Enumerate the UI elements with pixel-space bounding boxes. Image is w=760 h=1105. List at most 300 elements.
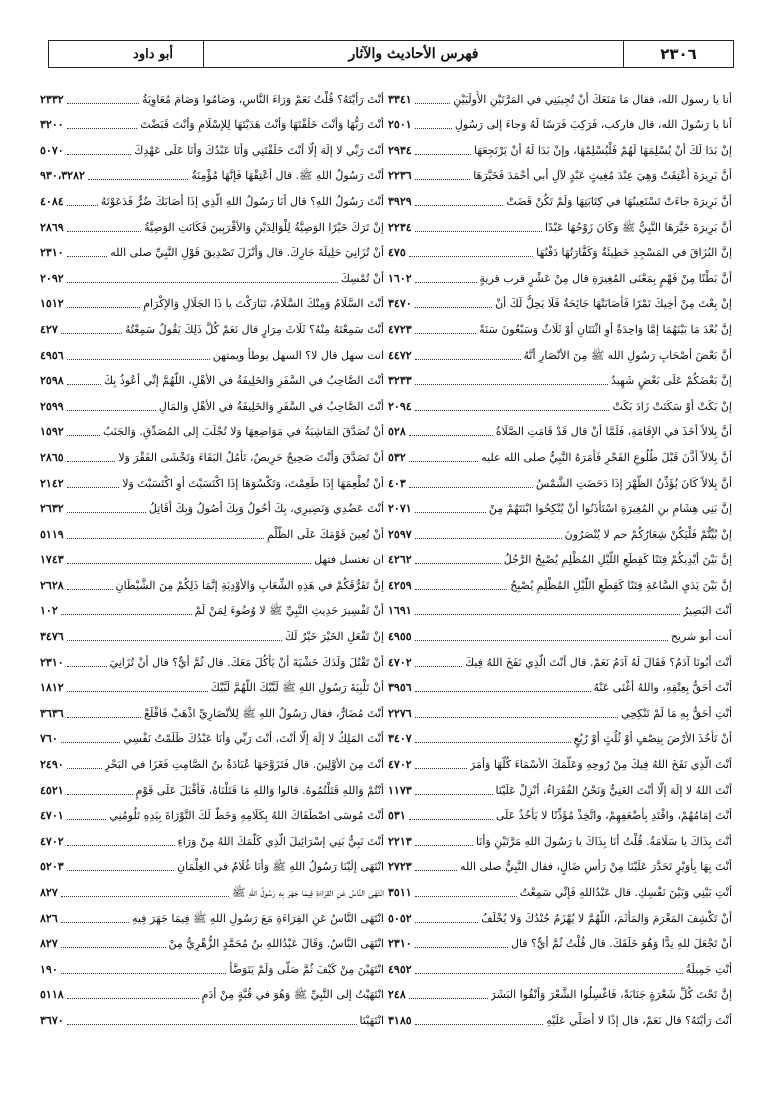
dot-leader	[415, 154, 471, 155]
hadith-number: ٤٠٣	[388, 476, 406, 490]
entry-text: أنَّ بِلالاً كَانَ يُؤَذِّنُ الظُّهْرَ إذَا دَحَضَتِ الشَّمْسُ	[535, 476, 732, 490]
hadith-number: ٢٢٧٦	[388, 706, 412, 720]
index-entry	[40, 109, 384, 135]
entry-text: أنْ تُطْعِمَهَا إذَا طَعِمْتَ، وَتَكْسُوَهَا إذَا اكْتَسَيْتَ أوِ اكْتَسَبْتَ وَلا	[122, 476, 384, 490]
hadith-number: ١٥٩٢	[40, 425, 64, 439]
hadith-number: ٤٩٥٢	[388, 962, 412, 976]
dot-leader	[67, 128, 137, 129]
hadith-number: ٢٥٩٧	[388, 527, 412, 541]
dot-leader	[61, 973, 227, 974]
index-entry	[388, 390, 732, 416]
dot-leader	[415, 742, 571, 743]
right-column	[388, 83, 732, 1030]
dot-leader	[67, 589, 113, 590]
hadith-number: ١٦٩١	[388, 604, 412, 618]
index-entry	[388, 467, 732, 493]
index-entry	[388, 800, 732, 826]
index-entry	[388, 697, 732, 723]
hadith-number: ٢٣٣٢	[40, 92, 64, 106]
entry-text: أنْ تَأْخُذَ الأرْضَ بِنِصْفٍ أوْ ثُلُثٍ أوْ رُبُعٍ	[573, 732, 732, 746]
dot-leader	[415, 1024, 544, 1025]
index-entry	[388, 288, 732, 314]
index-entry	[40, 134, 384, 160]
hadith-number: ٣٤٧٦	[40, 630, 64, 644]
entry-text: أنْتَ الصَّاحِبُ في السَّفَرِ وَالخَلِيفَةُ في الأهْلِ وَالمَالِ	[158, 399, 384, 413]
index-entry	[40, 851, 384, 877]
entry-text: إنَّ بَيْنَ أيْدِيكُمْ فِتَنًا كَقِطَعِ اللَّيْلِ المُظْلِمِ يُصْبِحُ الرَّجُلُ	[503, 553, 732, 567]
entry-text: أنْ تَصَدَّقَ وَأنْتَ صَحِيحٌ حَرِيصٌ، تَأْمُلُ البَقَاءَ وَتَخْشَى الفَقْرَ وَلا	[118, 450, 384, 464]
index-entry	[388, 441, 732, 467]
dot-leader	[67, 666, 107, 667]
index-entry	[388, 416, 732, 442]
entry-text: أنْتَ رَسُولُ اللهِ ﷺ. قال أعْتِقْهَا فَإنَّهَا مُؤْمِنَةٌ	[191, 169, 384, 183]
dot-leader	[67, 435, 100, 436]
index-entry	[40, 339, 384, 365]
hadith-number: ٢٠٩٢	[40, 271, 64, 285]
entry-text: ان تغتسل فتهل	[314, 553, 384, 567]
hadith-number: ٤٧٢٣	[388, 322, 412, 336]
entry-text: أنْتِ أحَقُّ بِهِ مَا لَمْ تَنْكِحِي	[620, 706, 732, 720]
hadith-number: ٢٧٢٣	[388, 860, 412, 874]
index-entry	[40, 185, 384, 211]
dot-leader	[88, 179, 188, 180]
dot-leader	[67, 461, 116, 462]
entry-text: أنَّ بَعْضَ أصْحَابِ رَسُولِ الله ﷺ مِنَ الأنْصَارِ أنَّهُ	[523, 348, 732, 362]
index-entry	[388, 902, 732, 928]
entry-text: أنْتَ مُضَارٌّ، فقال رَسُولُ اللهِ ﷺ لِلأنْصَارِيِّ اذْهَبْ فَاقْلَعْ	[144, 706, 384, 720]
dot-leader	[415, 512, 486, 513]
entry-text: أنَّ بِلالاً أخَذَ في الإقَامَةِ، فَلَمَّا أنْ قال قَدْ قَامَتِ الصَّلَاةُ	[495, 425, 732, 439]
hadith-number: ٢٥٩٨	[40, 374, 64, 388]
entry-text: انت سهل قال لا؟ السهل يوطأ ويمتهن	[212, 348, 384, 362]
dot-leader	[409, 256, 533, 257]
dot-leader	[67, 487, 120, 488]
hadith-number: ٢٠٩٤	[388, 399, 412, 413]
hadith-number: ١٦٠٢	[388, 271, 412, 285]
index-entry	[388, 365, 732, 391]
index-entry	[388, 109, 732, 135]
dot-leader	[415, 794, 493, 795]
entry-text: أنْ تُعِينَ قَوْمَكَ عَلَى الظُّلْمِ	[266, 527, 384, 541]
dot-leader	[67, 563, 311, 564]
dot-leader	[67, 231, 141, 232]
dot-leader	[61, 742, 121, 743]
entry-text: انْتَهَى النَّاسُ عَنِ القِرَاءَةِ فِيمَا جَهَرَ بِهِ رَسُولُ اللهِ ﷺ	[232, 886, 384, 899]
hadith-number: ٤٢٧	[40, 322, 58, 336]
entry-text: أنْ تُزَانِيَ حَلِيلَةَ جَارِكَ. قال وَأنْزَلَ تَصْدِيقَ قَوْلِ النَّبِيِّ صلى الله	[110, 246, 384, 260]
dot-leader	[415, 231, 542, 232]
hadith-number: ٨٢٧	[40, 937, 58, 951]
hadith-number: ٢٩٣٤	[388, 143, 412, 157]
entry-text: أنْ تُصَدَّقَ المَاشِيَةُ في مَوَاضِعِهَا وَلا تُجْلَبَ إلى المُصَدِّقِ. وَالجَنَبُ	[102, 425, 384, 439]
hadith-number: ٥١١٨	[40, 988, 64, 1002]
hadith-number: ٤٢٦٢	[388, 553, 412, 567]
hadith-number: ٤٩٥٥	[388, 630, 412, 644]
dot-leader	[61, 333, 122, 334]
hadith-number: ٣٩٢٩	[388, 194, 412, 208]
hadith-number: ٢٦٣٢	[40, 502, 64, 516]
index-entry	[40, 825, 384, 851]
index-entry	[40, 211, 384, 237]
dot-leader	[415, 384, 608, 385]
entry-text: إنَّ تَفَرُّقَكُمْ في هَذِهِ الشِّعَابِ وَالأوْدِيَةِ إنَّمَا ذَلِكُمْ مِنَ الشَّيْطَانِ	[115, 578, 384, 592]
dot-leader	[415, 768, 467, 769]
entry-text: إنْ بَدَا لَكَ أنْ يُسْلِمَهَا لَهُمْ فَلْيُسْلِمْهَا، وإنْ بَدَا لَهُ أنْ يَرْتَجِعَهَا	[473, 143, 732, 157]
entry-text: أنت أبو شريح	[670, 630, 732, 644]
dot-leader	[409, 487, 533, 488]
entry-text: أنْتَ رَبِّي لا إلَهَ إلَّا أنْتَ خَلَقْتَنِي وَأنَا عَبْدُكَ وَأنَا عَلَى عَهْدِكَ	[134, 143, 384, 157]
hadith-number: ٢٢١٣	[388, 834, 412, 848]
entry-text: انْتَهَيْتُ إلى النَّبِيِّ ﷺ وَهُوَ في قُبَّةٍ مِنْ أدَمٍ	[201, 988, 384, 1002]
hadith-number: ٤٧٠٢	[40, 834, 64, 848]
index-entry	[40, 697, 384, 723]
dot-leader	[67, 870, 174, 871]
hadith-number: ٣٣٤١	[388, 92, 412, 106]
dot-leader	[67, 691, 208, 692]
entry-text: أنْتَ إمَامُهُمْ، واقْتَدِ بِأضْعَفِهِمْ، واتَّخِذْ مُؤَذِّنًا لا يَأْخُذُ عَلَى	[495, 809, 732, 823]
dot-leader	[67, 205, 98, 206]
index-entry	[40, 876, 384, 902]
dot-leader	[415, 128, 452, 129]
page-number: ٢٣٠٦	[623, 41, 733, 67]
dot-leader	[409, 819, 493, 820]
entry-text: أنْ تُمْسِكَ	[340, 271, 384, 285]
entry-text: انْتَهَى إلَيْنَا رَسُولُ اللهِ ﷺ وَأنَا غُلَامٌ في الغِلْمَانِ	[177, 860, 384, 874]
index-entry	[388, 493, 732, 519]
dot-leader	[67, 998, 199, 999]
dot-leader	[415, 870, 457, 871]
entry-text: إنَّ بَعْضَكُمْ عَلَى بَعْضٍ شَهِيدٌ	[610, 374, 732, 388]
entry-text: أنْ تَقْتُلَ وَلَدَكَ خَشْيَةَ أنْ يَأْكُلَ مَعَكَ. قال ثُمَّ أيٌّ؟ قال أنْ تُزَانِيَ	[109, 655, 384, 669]
hadith-number: ٢٨٦٥	[40, 450, 64, 464]
hadith-number: ٣١٨٥	[388, 1013, 412, 1027]
hadith-number: ٥٢٠٣	[40, 860, 64, 874]
dot-leader	[67, 256, 108, 257]
index-entry	[388, 979, 732, 1005]
hadith-number: ٨٢٧	[40, 886, 58, 899]
hadith-number: ٣٤٧٠	[388, 297, 412, 311]
entry-text: أنَّ بَرِيرَةَ أُعْتِقَتْ وَهِيَ عِنْدَ مُغِيثٍ عَبْدٍ لآلِ أبي أحْمَدَ فَخَيَّرَهَا	[473, 169, 732, 183]
hadith-number: ٣٦٧٠	[40, 1013, 64, 1027]
dot-leader	[67, 103, 139, 104]
dot-leader	[415, 103, 451, 104]
dot-leader	[67, 359, 210, 360]
entry-text: أنَّ بَطْنًا مِنْ فَهْمٍ بِمَعْنَى المُغِيرَةِ قال مِنْ عَشْرٍ قرب قريةٍ	[479, 271, 732, 285]
dot-leader	[61, 922, 129, 923]
entry-text: أنْ تَكْشِفَ المَغْرَمَ وَالمَأْثَمَ، اللَّهُمَّ لا يُهْزَمُ جُنْدُكَ وَلا يُخْلَفُ	[481, 911, 732, 925]
hadith-number: ٥٣٢	[388, 450, 406, 464]
hadith-number: ٣٤٠٧	[388, 732, 412, 746]
index-entry	[40, 902, 384, 928]
index-entry	[388, 313, 732, 339]
dot-leader	[415, 179, 471, 180]
entry-text: أنْتَ أبُونَا آدَمُ؟ فَقَالَ لَهُ آدَمُ نَعَمْ. قال أنْتَ الَّذِي نَفَخَ اللهُ فِيكَ	[465, 655, 732, 669]
hadith-number: ٣٢٠٠	[40, 118, 64, 132]
entry-text: أنْ تَجْعَلَ للهِ نِدًّا وَهُوَ خَلَقَكَ. قال قُلْتُ ثُمَّ أيٌّ؟ قال	[510, 937, 732, 951]
dot-leader	[67, 794, 133, 795]
index-entry	[40, 313, 384, 339]
index-entry	[388, 774, 732, 800]
dot-leader	[409, 461, 478, 462]
entry-text: أنْتَ الَّذِي نَفَخَ اللهُ فِيكَ مِنْ رُوحِهِ وَعَلَّمَكَ الأسْمَاءَ كُلَّهَا وَأمَرَ	[470, 758, 732, 772]
dot-leader	[67, 640, 282, 641]
dot-leader	[409, 998, 488, 999]
dot-leader	[415, 563, 501, 564]
index-entry	[40, 774, 384, 800]
entry-text: أنْ تَفْسِيرَ حَدِيثِ النَّبِيِّ ﷺ لا وُضُوءَ لِمَنْ لَمْ	[194, 604, 384, 618]
dot-leader	[67, 410, 156, 411]
index-entry	[388, 83, 732, 109]
index-entry	[40, 748, 384, 774]
index-entry	[40, 288, 384, 314]
index-entry	[388, 748, 732, 774]
entry-text: أنْتَ أحَقُّ بِعِتْقِهِ، واللهُ أغْنَى عَنْهُ	[593, 681, 732, 695]
dot-leader	[67, 154, 132, 155]
entry-text: أنْتَ اللهُ لا إلَهَ إلَّا أنْتَ الغَنِيُّ وَنَحْنُ الفُقَرَاءُ، أنْزِلْ عَلَيْنَا	[495, 783, 732, 797]
entry-text: إنَّ البُزَاقَ في المَسْجِدِ خَطِيئَةٌ وَكَفَّارَتُهَا دَفْنُهَا	[536, 246, 732, 260]
dot-leader	[415, 359, 521, 360]
entry-text: إنَّ بُعْدَ مَا بَيْنَهُمَا إمَّا وَاحِدَةٌ أوِ اثْنَتَانِ أوْ ثَلَاثٌ وَسَبْعُونَ سَنَةً	[479, 322, 732, 336]
dot-leader	[67, 845, 175, 846]
entry-text: أنْتَ بِهَا بِأوَيْرٍ تَحَدَّرَ عَلَيْنَا مِنْ رَأسِ ضَالٍ، فقال النَّبِيُّ صلى الله	[460, 860, 732, 874]
hadith-number: ٤٩٥٦	[40, 348, 64, 362]
hadith-number: ٢٤٨	[388, 988, 406, 1002]
dot-leader	[415, 282, 477, 283]
hadith-number: ٣٦٣٦	[40, 706, 64, 720]
dot-leader	[61, 614, 192, 615]
hadith-number: ١١٧٣	[388, 783, 412, 797]
hadith-number: ٣٢٣٣	[388, 374, 412, 388]
hadith-number: ٥٠٧٠	[40, 143, 64, 157]
hadith-number: ١٥١٢	[40, 297, 64, 311]
hadith-number: ٢٠٧١	[388, 502, 412, 516]
dot-leader	[67, 717, 142, 718]
entry-text: أنْتَ السَّلَامُ وَمِنْكَ السَّلَامُ، تَبَارَكْتَ يا ذَا الجَلَالِ وَالإكْرَامِ	[143, 297, 384, 311]
dot-leader	[415, 589, 508, 590]
entry-text: أنْتَ مِنَ الأوَّلِينَ. قال فَتَزَوَّجَهَا عُبَادَةُ بنُ الصَّامِتِ فَغَزَا في البَحْرِ	[104, 758, 384, 772]
entry-text: أنْتَ رَأيْتَهُ؟ قُلْتُ نَعَمْ وَرَاءَ النَّاسِ، وَصَامُوا وَصَامَ مُعَاوِيَةُ	[142, 92, 384, 106]
index-entry	[40, 620, 384, 646]
index-entry	[40, 800, 384, 826]
dot-leader	[415, 307, 492, 308]
dot-leader	[415, 973, 683, 974]
entry-text: إنْ بَكَتْ أوْ سَكَتَتْ زَادَ بَكَتْ	[612, 399, 732, 413]
entry-text: أنْتَ عَضُدِي وَنَصِيرِي، بِكَ أحُولُ وَبِكَ أصُولُ وَبِكَ أُقَاتِلُ	[148, 502, 384, 516]
index-entry	[388, 953, 732, 979]
index-entry	[40, 672, 384, 698]
index-entry	[388, 876, 732, 902]
dot-leader	[415, 538, 562, 539]
dot-leader	[67, 819, 107, 820]
hadith-number: ٣٥١١	[388, 886, 412, 899]
entry-text: أنْتَ رَبُّهَا وَأنْتَ خَلَقْتَهَا وَأنْتَ هَدَيْتَهَا لِلإسْلَامِ وَأنْتَ قَبَضْتَ	[140, 118, 384, 132]
hadith-number: ٨٢٦	[40, 911, 58, 925]
index-entry	[40, 1004, 384, 1030]
entry-text: انْتَهَيْنَا	[359, 1013, 384, 1027]
index-entry	[388, 825, 732, 851]
page-header	[48, 40, 734, 68]
index-entry	[388, 672, 732, 698]
dot-leader	[415, 666, 462, 667]
entry-text: انْتَهَى النَّاسُ عَنِ القِرَاءَةِ مَعَ رَسُولِ اللهِ ﷺ فِيمَا جَهَرَ فِيهِ	[131, 911, 384, 925]
hadith-number: ٤٧٠١	[40, 809, 64, 823]
entry-text: أنْتَ بِذَاكَ يا سَلَامَةُ. قُلْتُ أنَا بِذَاكَ يا رَسُولَ اللهِ مَرَّتَيْنِ وَأنَا	[475, 834, 732, 848]
index-entry	[388, 851, 732, 877]
index-entry	[40, 953, 384, 979]
entry-text: أنَّ بِلالاً أذَّنَ قَبْلَ طُلُوعِ الفَجْرِ فَأمَرَهُ النَّبِيُّ صلى الله عليه	[481, 450, 732, 464]
left-column	[40, 83, 384, 1030]
entry-text: إنْ تَرَكَ خَيْرًا الوَصِيَّةُ لِلْوَالِدَيْنِ وَالأقْرَبِينَ فَكَانَتِ الوَصِيَّةُ	[144, 220, 384, 234]
dot-leader	[415, 333, 477, 334]
hadith-number: ٣٩٥٦	[388, 681, 412, 695]
hadith-number: ٢٥٠١	[388, 118, 412, 132]
dot-leader	[61, 947, 166, 948]
entry-text: أنْ تَلْبِيَةَ رَسُولِ اللهِ ﷺ لَبَّيْكَ اللَّهُمَّ لَبَّيْكَ	[210, 681, 384, 695]
entry-text: إنْ تَفْعَلِ الخَيْرَ خَيْرٌ لَكَ	[284, 630, 384, 644]
index-entry	[40, 467, 384, 493]
index-entry	[40, 518, 384, 544]
index-entry	[388, 646, 732, 672]
dot-leader	[67, 538, 264, 539]
index-title: فهرس الأحاديث والآثار	[203, 41, 623, 67]
index-entry	[388, 211, 732, 237]
index-entry	[40, 723, 384, 749]
hadith-number: ٥٢٨	[388, 425, 406, 439]
index-entry	[388, 1004, 732, 1030]
entry-text: إنْ بُيِّتُّمْ فَلْيَكُنْ شِعَارُكُمْ حم لا يُنْصَرُونَ	[564, 527, 732, 541]
hadith-number: ٢٢٣٦	[388, 169, 412, 183]
hadith-number: ٤٧٠٢	[388, 758, 412, 772]
index-entry	[388, 237, 732, 263]
index-entry	[40, 544, 384, 570]
entry-text: أنْتِ جَمِيلَةُ	[685, 962, 732, 976]
entry-text: أنْتَ الصَّاحِبُ في السَّفَرِ وَالخَلِيفَةُ في الأهْلِ، اللَّهُمَّ إنِّي أعُوذُ بِكَ	[103, 374, 384, 388]
hadith-number: ٢١٤٢	[40, 476, 64, 490]
index-entry	[40, 390, 384, 416]
index-entry	[388, 185, 732, 211]
index-entry	[40, 262, 384, 288]
hadith-number: ٧٦٠	[40, 732, 58, 746]
hadith-number: ٢٣١٠	[40, 246, 64, 260]
entry-text: أنْتَ البَصِيرُ	[682, 604, 732, 618]
hadith-number: ٤٠٨٤	[40, 194, 64, 208]
index-entry	[40, 569, 384, 595]
hadith-number: ١٧٤٣	[40, 553, 64, 567]
index-entry	[40, 646, 384, 672]
entry-text: أنْتَ المَلِكُ لا إلَهَ إلَّا أنْتَ، أنْتَ رَبِّي وَأنَا عَبْدُكَ ظَلَمْتُ نَفْسِي	[123, 732, 384, 746]
hadith-number: ١٨١٢	[40, 681, 64, 695]
hadith-number: ٩٣٠،٣٢٨٢	[40, 169, 85, 183]
hadith-number: ٢٣١٠	[388, 937, 412, 951]
dot-leader	[67, 1024, 357, 1025]
index-entry	[40, 160, 384, 186]
index-entry	[388, 518, 732, 544]
hadith-number: ١٩٠	[40, 962, 58, 976]
index-entry	[388, 134, 732, 160]
hadith-number: ٢٣١٠	[40, 655, 64, 669]
index-entry	[388, 160, 732, 186]
index-entry	[388, 928, 732, 954]
hadith-number: ٤٧٥	[388, 246, 406, 260]
entry-text: إنَّ بَيْنَ يَدَيِ السَّاعَةِ فِتَنًا كَقِطَعِ اللَّيْلِ المُظْلِمِ يُصْبِحُ	[510, 578, 732, 592]
entry-text: أنْتَ رَسُولُ اللهِ؟ قال أنَا رَسُولُ اللهِ الَّذِي إذَا أصَابَكَ ضُرٌّ فَدَعَوْتَهُ	[100, 194, 384, 208]
index-entry	[40, 83, 384, 109]
index-entry	[388, 569, 732, 595]
hadith-number: ٢٥٩٩	[40, 399, 64, 413]
dot-leader	[415, 640, 668, 641]
entry-text: أنا يا رَسُولَ الله، قال فاركب، فَرَكِبَ فَرَسًا لَهُ وَجاءَ إلى رَسُولِ	[454, 118, 732, 132]
entry-text: انْتَهَيْنَ مِنْ كَيْفَ ثُمَّ صَلَّى وَلَمْ يَتَوَضَّأْ	[229, 962, 384, 976]
index-entry	[40, 416, 384, 442]
hadith-number: ٢٨٦٩	[40, 220, 64, 234]
entry-text: أنْتُمْ وَاللهِ قَتَلْتُمُوهُ. قالوا وَاللهِ مَا قَتَلْنَاهُ، فَأقْبَلَ عَلَى قَوْمٍ	[135, 783, 384, 797]
dot-leader	[409, 435, 493, 436]
index-entry	[40, 441, 384, 467]
dot-leader	[415, 205, 504, 206]
index-entry	[40, 979, 384, 1005]
index-entry	[40, 237, 384, 263]
index-entry	[40, 365, 384, 391]
hadith-number: ٥١١٩	[40, 527, 64, 541]
entry-text: أنْتَ مُوسَى اصْطَفَاكَ اللهُ بِكَلَامِهِ وَخَطَّ لَكَ التَّوْرَاةَ بِيَدِهِ تَلُومُنِي	[109, 809, 384, 823]
hadith-number: ٤٢٥٩	[388, 578, 412, 592]
entry-text: أنَّ بَرِيرَةَ خَيَّرَهَا النَّبِيُّ ﷺ وَكَانَ زَوْجُهَا عَبْدًا	[544, 220, 732, 234]
dot-leader	[415, 691, 591, 692]
dot-leader	[67, 384, 101, 385]
entry-text: أنا يا رسول الله، فقال مَا مَنَعَكَ أنْ تُجِيبَنِي في المَرَّتَيْنِ الأُولَيَيْنِ	[453, 92, 732, 106]
dot-leader	[415, 410, 610, 411]
dot-leader	[61, 896, 229, 897]
book-name: أبو داود	[133, 46, 173, 62]
dot-leader	[67, 282, 338, 283]
entry-text: إنَّ بَنِي هِشَامِ بنِ المُغِيرَةِ اسْتَأْذَنُوا أنْ يُنْكِحُوا ابْنَتَهُمْ مِنْ	[488, 502, 732, 516]
hadith-number: ١٠٢	[40, 604, 58, 618]
index-entry	[40, 595, 384, 621]
index-entry	[388, 339, 732, 365]
hadith-number: ٥٠٥٢	[388, 911, 412, 925]
hadith-number: ٤٤٧٢	[388, 348, 412, 362]
hadith-number: ٤٧٠٢	[388, 655, 412, 669]
dot-leader	[67, 307, 141, 308]
index-entry	[388, 620, 732, 646]
entry-text: أنْتِ بَيْنِي وَبَيْنَ نَفْسِكِ. قال عَبْدُاللهِ فَإنِّي سَمِعْتُ	[519, 886, 732, 899]
entry-text: إنْ بِعْتَ مِنْ أخِيكَ تَمْرًا فَأصَابَتْهَا جَائِحَةٌ فَلَا يَحِلُّ لَكَ أنْ	[495, 297, 732, 311]
entry-text: إنَّ تَحْتَ كُلِّ شَعْرَةٍ جَنَابَةً، فَاغْسِلُوا الشَّعْرَ وَأنْقُوا البَشَرَ	[490, 988, 732, 1002]
entry-text: أنْتَ نَبِيُّ بَنِي إسْرَائِيلَ الَّذِي كَلَّمَكَ اللهُ مِنْ وَرَاءِ	[177, 834, 384, 848]
index-entry	[40, 928, 384, 954]
hadith-number: ٤٥٢١	[40, 783, 64, 797]
entry-text: أنْتَ رَأيْتَهُ؟ قال نَعَمْ، قال إذًا لا أُصَلِّي عَلَيْهِ	[546, 1013, 732, 1027]
dot-leader	[415, 845, 473, 846]
index-entry	[388, 723, 732, 749]
dot-leader	[415, 614, 680, 615]
entry-text: أنْتَ سَمِعْتَهُ مِنْهُ؟ ثَلَاثَ مِرَارٍ قال نَعَمْ كُلَّ ذَلِكَ يَقُولُ سَمِعْتُهُ	[124, 322, 384, 336]
entry-text: أنَّ بَرِيرَةَ جاءَتْ تَسْتَعِينُهَا في كِتَابَتِهَا وَلَمْ تَكُنْ قَضَتْ	[506, 194, 732, 208]
entry-text: انْتَهَى النَّاسُ. وَقَالَ عَبْدُاللهِ بنُ مُحَمَّدٍ الزُّهْرِيُّ مِنْ	[168, 937, 384, 951]
dot-leader	[415, 922, 479, 923]
dot-leader	[415, 947, 508, 948]
hadith-number: ٥٣١	[388, 809, 406, 823]
dot-leader	[67, 768, 102, 769]
index-entry	[388, 262, 732, 288]
hadith-number: ٢٦٢٨	[40, 578, 64, 592]
dot-leader	[415, 717, 618, 718]
hadith-number: ٢٢٣٤	[388, 220, 412, 234]
dot-leader	[67, 512, 146, 513]
dot-leader	[415, 896, 517, 897]
hadith-number: ٢٤٩٠	[40, 758, 64, 772]
index-entry	[388, 544, 732, 570]
